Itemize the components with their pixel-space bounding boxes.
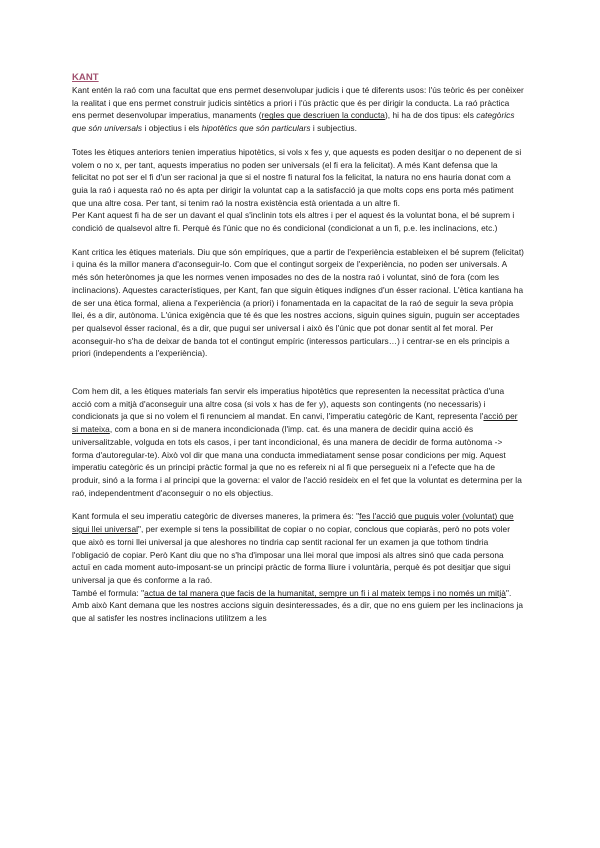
intro-text-c: ), hi ha de dos tipus: els [384,110,477,121]
sf-underlined-formula: actua de tal manera que facis de la humanitat, sempre un fi i al mateix temps i no només un mitjà [144,587,506,598]
ff-underlined-formula: fes l'acció que puguis voler (voluntat) que sigui llei universal [72,511,514,535]
sf-text-c: ". Amb això Kant demana que les nostres accions siguin desinteressades, és a dir, que no ens guiem per les inclinacions ja que al satisfer les nostres inclinacions utilitzem a les [72,587,524,624]
document-title: KANT [72,72,99,83]
paragraph-categorical-imperative [72,385,524,499]
intro-italic-hypothetical: hipotètics que són particulars [201,123,311,134]
paragraph-second-formulation [72,587,524,625]
ci-text-a: Com hem dit, a les ètiques materials fan servir els imperatius hipotètics que representen la necessitat pràctica d'una acció com a mitjà d'aconseguir una altre cosa (si vols x has de fer y), aquests son contingents (no necessaris) i condicionats ja que si no volem el fi renunciem al mandat. En canvi, l'imperatiu categòric de Kant, representa l' [72,386,505,422]
paragraph-first-formulation [72,510,524,586]
paragraph-previous-ethics: Totes les ètiques anteriors tenien imperatius hipotètics, si vols x fes y, que aquests es poden desitjar o no depenent de si volem o no x, per tant, aquests imperatius no poden ser universals (el fi era la felicitat). A més Kant defensa que la felicitat no pot ser el fi d'un ser racional ja que si el nostre fi natural fos la felicitat, la natura no ens hauria donat com a guia la raó i aquesta raó no és apta per dirigir la voluntat cap a la satisfacció ja que molts cops ens porta més patiment que una altre cosa. Per tant, si tenim raó la nostra existència està orientada a un altre fi. [72,146,522,208]
intro-text-e: i objectius i els [142,123,202,134]
ff-text-c: ", per exemple si tens la possibilitat de copiar o no copiar, conclous que copiaràs, però no pots voler que això es torni llei universal ja que aleshores no tindria cap sentit racional fer un examen ja que tothom tindria l'obligació de copiar. Però Kant diu que no s'ha d'imposar una llei moral que imposi als altres sinó que cada persona actuï en cada moment auto-imposant-se un principi pràctic de forma lliure i voluntària, perquè és pot desitjar que sigui universal ja que és conforme a la raó. [72,524,511,585]
ci-text-c: , com a bona en si de manera incondicionada (l'imp. cat. és una manera de decidir quina acció és universalitzable, volguda en tots els casos, i per tant incondicional, és una manera de decidir de forma autònoma -> forma d'autoregular-te). Això vol dir que mana una conducta immediatament sense posar condicions per mig. Aquest imperatiu categòric és un principi pràctic formal ja que no es refereix ni al fi que persegueix ni a l'efecte que ha de produir, sinó a la forma i al principi que la governa: el valor de l'acció resideix en el fet que la voluntat es determina per la raó, independentment d'aconseguir o no els objectius. [72,424,522,498]
intro-italic-categorical: categòrics que són universals [72,110,515,134]
paragraph-good-will: Per Kant aquest fi ha de ser un davant el qual s'inclinin tots els altres i per el aquest és la voluntat bona, el bé suprem i condició de qualsevol altre fi. Perquè és l'únic que no és condicional (condicionat a un fi, p.e. les inclinacions, etc.) [72,210,515,234]
ff-text-a: Kant formula el seu imperatiu categòric de diverses maneres, la primera és: " [72,511,360,522]
document-body [72,72,524,625]
intro-underlined-rules: regles que descriuen la conducta [261,110,385,121]
intro-text-a: Kant entén la raó com una facultat que ens permet desenvolupar judicis i que té diferents usos: l'ús teòric és per conèixer la realitat i que ens permet construir judicis sintètics a priori i l'ús pràctic que és per dirigir la conducta. La raó pràctica ens permet desenvolupar imperatius, manaments ( [72,85,524,121]
paragraph-intro [72,84,524,135]
intro-text-g: i subjectius. [310,123,357,134]
paragraph-material-ethics: Kant critica les ètiques materials. Diu que són empíriques, que a partir de l'experiència estableixen el bé suprem (felicitat) i quina és la millor manera d'aconseguir-lo. Com que el contingut sorgeix de l'experiència, no poden ser universals. A més són heterònomes ja que les normes venen imposades no des de la nostra raó i voluntat, sinó de fora (com les inclinacions). Aquestes característiques, per Kant, fan que siguin ètiques indignes d'un ésser racional. L'ètica kantiana ha de ser una ètica formal, aliena a l'experiència (a priori) i fonamentada en la capacitat de la raó de seguir la seva pròpia llei, és a dir, autònoma. L'única exigència que té és que les nostres accions, siguin quines siguin, puguin ser acceptades per qualsevol ésser racional, és a dir, que pugui ser universal i això és l'únic que pot donar sentit al fet moral. Per aconseguir-ho s'ha de deixar de banda tot el contingut empíric (interessos particulars…) i centrar-se en els principis a priori (independents a l'experiència). [72,246,524,359]
ci-underlined-action: acció per si mateixa [72,411,518,435]
sf-text-a: També el formula: " [72,587,145,598]
